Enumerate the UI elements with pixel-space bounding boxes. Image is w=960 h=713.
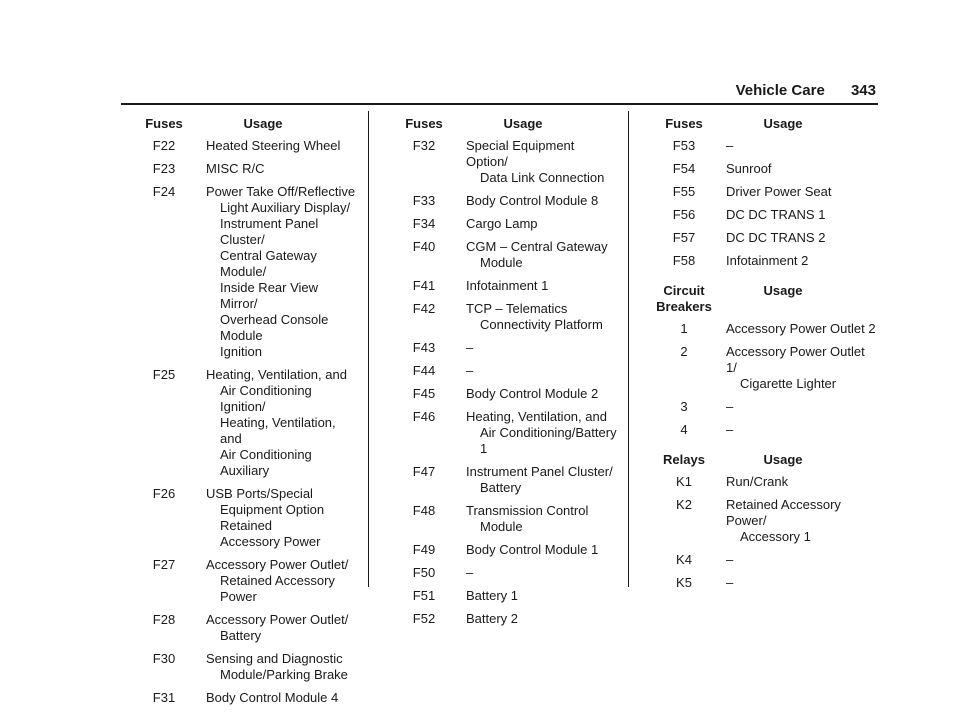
usage-line: Power Take Off/Reflective (206, 184, 356, 199)
usage-line: TCP – Telematics (466, 301, 568, 316)
table-header (136, 116, 358, 132)
row-key: F53 (672, 138, 696, 153)
usage-line: Air Conditioning Ignition/ (220, 383, 312, 414)
table-row (136, 161, 358, 177)
row-key: F26 (152, 486, 176, 501)
row-key: F45 (412, 386, 436, 401)
table-row (656, 230, 878, 246)
usage-line: Heating, Ventilation, and (206, 367, 347, 382)
usage-line: Module (480, 519, 523, 534)
fuse-table-3 (656, 116, 878, 598)
table-row (656, 184, 878, 200)
table-row (656, 321, 878, 337)
row-key: 2 (680, 344, 688, 359)
row-key: F30 (152, 651, 176, 666)
row-usage (452, 542, 618, 558)
header-usage: Usage (763, 452, 803, 467)
table-row (396, 301, 618, 333)
usage-line: Air Conditioning/Battery 1 (480, 425, 617, 456)
row-usage (452, 193, 618, 209)
usage-line: Module (480, 255, 523, 270)
table-row (396, 363, 618, 379)
row-key: K5 (676, 575, 692, 590)
row-key: F51 (412, 588, 436, 603)
usage-line: Battery (220, 628, 262, 643)
table-row (656, 161, 878, 177)
row-usage (192, 690, 358, 706)
row-key: F48 (412, 503, 436, 518)
usage-line: Instrument Panel Cluster/ (466, 464, 613, 479)
row-key: K4 (676, 552, 692, 567)
row-key: K1 (676, 474, 692, 489)
row-usage (192, 184, 358, 360)
column-divider (628, 111, 629, 587)
row-usage (712, 552, 878, 568)
usage-line: – (726, 422, 734, 437)
table-row (136, 651, 358, 683)
table-row (396, 565, 618, 581)
usage-line: USB Ports/Special (206, 486, 313, 501)
row-usage (452, 340, 618, 356)
usage-line: DC DC TRANS 1 (726, 207, 826, 222)
table-row (656, 138, 878, 154)
usage-line: Accessory Power Outlet/ (206, 612, 349, 627)
usage-line: Data Link Connection (480, 170, 605, 185)
table-row (136, 612, 358, 644)
usage-line: Accessory Power Outlet/ (206, 557, 349, 572)
table-row (136, 138, 358, 154)
usage-line: Inside Rear View Mirror/ (220, 280, 319, 311)
usage-line: Body Control Module 2 (466, 386, 599, 401)
row-key: F54 (672, 161, 696, 176)
usage-line: – (726, 575, 734, 590)
usage-line: – (466, 565, 474, 580)
usage-line: Body Control Module 4 (206, 690, 339, 705)
row-key: F50 (412, 565, 436, 580)
row-usage (452, 611, 618, 627)
header-usage: Usage (763, 283, 803, 298)
row-usage (712, 497, 878, 545)
usage-line: DC DC TRANS 2 (726, 230, 826, 245)
usage-line: Sensing and Diagnostic (206, 651, 343, 666)
row-key: F40 (412, 239, 436, 254)
usage-line: Accessory Power Outlet 1/ (726, 344, 865, 375)
table-row (136, 184, 358, 360)
row-key: F57 (672, 230, 696, 245)
row-key: F47 (412, 464, 436, 479)
usage-line: Infotainment 2 (726, 253, 809, 268)
row-key: F32 (412, 138, 436, 153)
usage-line: – (466, 363, 474, 378)
usage-line: Cigarette Lighter (740, 376, 837, 391)
usage-line: CGM – Central Gateway (466, 239, 608, 254)
usage-line: Sunroof (726, 161, 772, 176)
usage-line: – (466, 340, 474, 355)
page-header (0, 82, 876, 99)
row-usage (192, 557, 358, 605)
usage-line: Transmission Control (466, 503, 589, 518)
row-usage (192, 612, 358, 644)
table-row (396, 409, 618, 457)
row-key: F43 (412, 340, 436, 355)
row-usage (452, 588, 618, 604)
row-key: F22 (152, 138, 176, 153)
row-usage (452, 464, 618, 496)
table-row (396, 542, 618, 558)
header-relays: Relays (663, 452, 705, 467)
table-row (656, 575, 878, 591)
row-key: F49 (412, 542, 436, 557)
header-fuses: Fuses (145, 116, 183, 131)
row-usage (712, 138, 878, 154)
row-key: F25 (152, 367, 176, 382)
row-key: F55 (672, 184, 696, 199)
table-row (656, 207, 878, 223)
header-usage: Usage (503, 116, 543, 131)
usage-line: – (726, 552, 734, 567)
usage-line: Overhead Console Module (220, 312, 329, 343)
table-row (396, 340, 618, 356)
table-row (136, 486, 358, 550)
row-key: F46 (412, 409, 436, 424)
row-usage (192, 486, 358, 550)
table-row (656, 474, 878, 490)
header-usage: Usage (243, 116, 283, 131)
row-usage (712, 161, 878, 177)
usage-line: Instrument Panel Cluster/ (220, 216, 319, 247)
table-row (656, 552, 878, 568)
row-key: F28 (152, 612, 176, 627)
usage-line: Cargo Lamp (466, 216, 538, 231)
row-key: F33 (412, 193, 436, 208)
table-row (396, 278, 618, 294)
relays-header (656, 452, 878, 468)
header-rule (121, 103, 878, 105)
usage-line: Light Auxiliary Display/ (220, 200, 351, 215)
row-usage (712, 184, 878, 200)
row-usage (452, 503, 618, 535)
fuse-table-2 (396, 116, 618, 634)
table-row (656, 497, 878, 545)
usage-line: Module/Parking Brake (220, 667, 348, 682)
header-usage: Usage (763, 116, 803, 131)
table-row (396, 239, 618, 271)
row-usage (452, 278, 618, 294)
usage-line: Accessory Power Outlet 2 (726, 321, 876, 336)
row-key: 3 (680, 399, 688, 414)
row-usage (192, 367, 358, 479)
row-key: F23 (152, 161, 176, 176)
row-usage (712, 344, 878, 392)
breakers-header (656, 283, 878, 315)
page-number: 343 (850, 82, 876, 99)
row-key: F42 (412, 301, 436, 316)
header-fuses: Fuses (405, 116, 443, 131)
usage-line: Heating, Ventilation, and (220, 415, 336, 446)
row-usage (452, 301, 618, 333)
usage-line: Equipment Option Retained (220, 502, 325, 533)
usage-line: Retained Accessory Power/ (726, 497, 841, 528)
row-usage (192, 161, 358, 177)
usage-line: Body Control Module 8 (466, 193, 599, 208)
usage-line: – (726, 138, 734, 153)
table-row (396, 588, 618, 604)
row-usage (712, 422, 878, 438)
usage-line: Special Equipment Option/ (466, 138, 575, 169)
usage-line: Battery 1 (466, 588, 519, 603)
row-usage (712, 474, 878, 490)
header-fuses: Fuses (665, 116, 703, 131)
row-key: F24 (152, 184, 176, 199)
row-usage (192, 651, 358, 683)
row-usage (712, 230, 878, 246)
usage-line: Connectivity Platform (480, 317, 603, 332)
row-key: 1 (680, 321, 688, 336)
usage-line: MISC R/C (206, 161, 265, 176)
usage-line: Accessory 1 (740, 529, 811, 544)
header-breakers: Breakers (656, 299, 712, 314)
table-row (396, 216, 618, 232)
row-usage (452, 565, 618, 581)
row-usage (712, 575, 878, 591)
table-row (396, 611, 618, 627)
usage-line: Body Control Module 1 (466, 542, 599, 557)
row-key: F56 (672, 207, 696, 222)
row-key: 4 (680, 422, 688, 437)
usage-line: Run/Crank (726, 474, 789, 489)
row-usage (452, 363, 618, 379)
row-key: F52 (412, 611, 436, 626)
row-usage (712, 321, 878, 337)
table-row (656, 344, 878, 392)
row-usage (452, 216, 618, 232)
row-key: F27 (152, 557, 176, 572)
usage-line: Accessory Power (220, 534, 321, 549)
table-row (136, 690, 358, 706)
table-row (656, 253, 878, 269)
column-divider (368, 111, 369, 587)
row-usage (712, 399, 878, 415)
table-row (396, 138, 618, 186)
row-usage (712, 253, 878, 269)
row-key: F44 (412, 363, 436, 378)
header-circuit: Circuit (663, 283, 705, 298)
table-row (396, 386, 618, 402)
header-circuit-breakers (656, 283, 712, 315)
usage-line: Central Gateway Module/ (220, 248, 317, 279)
table-row (656, 422, 878, 438)
row-usage (452, 386, 618, 402)
row-key: F41 (412, 278, 436, 293)
usage-line: Infotainment 1 (466, 278, 549, 293)
usage-line: Heated Steering Wheel (206, 138, 341, 153)
row-key: F31 (152, 690, 176, 705)
table-row (396, 193, 618, 209)
usage-line: Ignition (220, 344, 262, 359)
usage-line: Air Conditioning Auxiliary (220, 447, 312, 478)
usage-line: – (726, 399, 734, 414)
table-header (656, 116, 878, 132)
table-header (396, 116, 618, 132)
section-title: Vehicle Care (735, 82, 825, 99)
table-row (396, 464, 618, 496)
usage-line: Battery (480, 480, 522, 495)
row-usage (452, 409, 618, 457)
table-row (656, 399, 878, 415)
usage-line: Battery 2 (466, 611, 519, 626)
row-usage (192, 138, 358, 154)
usage-line: Driver Power Seat (726, 184, 832, 199)
row-usage (712, 207, 878, 223)
row-key: K2 (676, 497, 692, 512)
row-usage (452, 138, 618, 186)
table-row (396, 503, 618, 535)
usage-line: Heating, Ventilation, and (466, 409, 607, 424)
table-row (136, 367, 358, 479)
table-row (136, 557, 358, 605)
usage-line: Retained Accessory Power (220, 573, 335, 604)
row-key: F58 (672, 253, 696, 268)
fuse-table-1 (136, 116, 358, 713)
row-usage (452, 239, 618, 271)
row-key: F34 (412, 216, 436, 231)
